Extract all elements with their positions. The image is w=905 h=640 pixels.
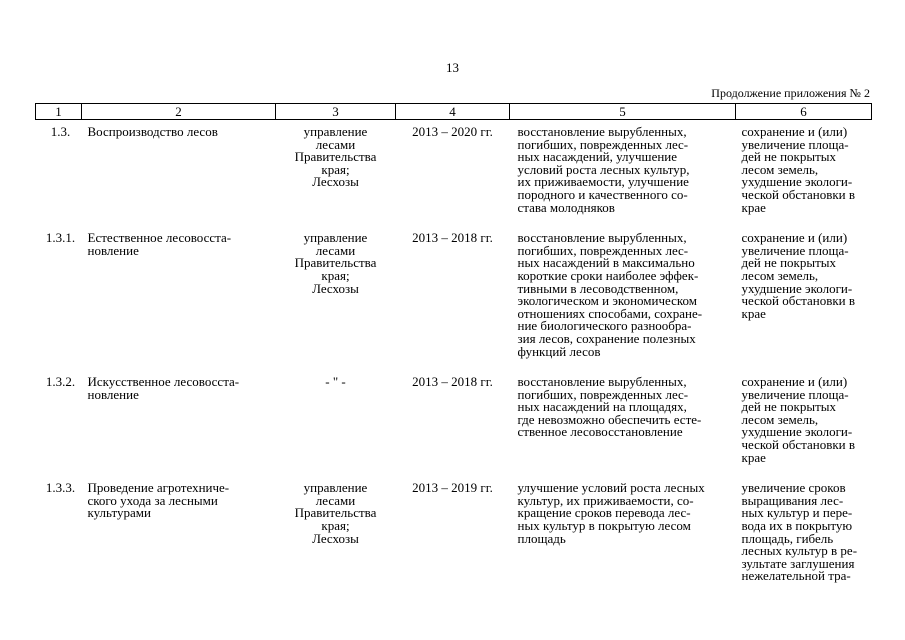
executor-line: Лесхозы	[312, 530, 359, 546]
non-implementation-consequence-line: дей не покрытых	[741, 149, 836, 165]
header-col-5: 5	[510, 104, 736, 120]
expected-result	[510, 476, 736, 583]
table-row	[36, 370, 872, 476]
expected-result-line: погибших, поврежденных лес-	[517, 242, 689, 258]
non-implementation-consequence-line: лесных культур в ре-	[741, 543, 858, 559]
measure-name-line: Проведение агротехниче-	[87, 480, 230, 496]
non-implementation-consequence-line: ческой обстановки в	[741, 186, 856, 202]
table-row	[36, 120, 872, 227]
expected-result-line: культур, их приживаемости, со-	[517, 492, 694, 508]
non-implementation-consequence-line: ных культур и пере-	[741, 505, 853, 521]
measure-name-line: новление	[87, 242, 139, 258]
expected-result-line: погибших, поврежденных лес-	[517, 136, 689, 152]
expected-result-line: зия лесов, сохранение полезных	[517, 330, 696, 346]
row-number: 1.3.2.	[45, 374, 76, 390]
expected-result-line: ных насаждений на площадях,	[517, 399, 687, 415]
expected-result	[510, 370, 736, 476]
implementation-term: 2013 – 2018 гг.	[412, 374, 493, 390]
table-row	[36, 476, 872, 583]
expected-result-line: функций лесов	[517, 343, 601, 359]
executor	[276, 226, 396, 370]
row-number: 1.3.3.	[45, 480, 76, 496]
non-implementation-consequence-line: сохранение и (или)	[741, 230, 848, 246]
non-implementation-consequence-line: увеличение площа-	[741, 386, 849, 402]
executor-line: управление	[303, 480, 368, 496]
implementation-term: 2013 – 2020 гг.	[412, 124, 493, 139]
non-implementation-consequence-line: сохранение и (или)	[741, 124, 848, 139]
expected-result-line: восстановление вырубленных,	[517, 230, 687, 246]
executor-line: управление	[303, 124, 368, 139]
implementation-term: 2013 – 2019 гг.	[412, 480, 493, 496]
non-implementation-consequence-line: зультате заглушения	[741, 555, 855, 571]
page-number: 13	[446, 60, 459, 75]
measure-name	[82, 476, 276, 583]
row-number: 1.3.	[50, 124, 71, 139]
expected-result	[510, 226, 736, 370]
non-implementation-consequence-line: лесом земель,	[741, 161, 819, 177]
executor-line: Правительства	[294, 505, 377, 521]
executor-line: Лесхозы	[312, 280, 359, 296]
expected-result-line: тивными в лесоводственном,	[517, 280, 679, 296]
executor-line: лесами	[315, 492, 356, 508]
expected-result-line: отношениях способами, сохране-	[517, 305, 703, 321]
non-implementation-consequence-line: крае	[741, 199, 766, 215]
expected-result-line: условий роста лесных культур,	[517, 161, 690, 177]
executor-line: Правительства	[294, 255, 377, 271]
expected-result-line: восстановление вырубленных,	[517, 374, 687, 390]
measure-name-line: Искусственное лесовосста-	[87, 374, 240, 390]
executor-line: Правительства	[294, 149, 377, 165]
non-implementation-consequence-line: выращивания лес-	[741, 492, 844, 508]
expected-result	[510, 120, 736, 227]
non-implementation-consequence-line: дей не покрытых	[741, 399, 836, 415]
non-implementation-consequence-line: крае	[741, 305, 766, 321]
table-header-row	[36, 104, 872, 120]
expected-result-line: ных насаждений, улучшение	[517, 149, 678, 165]
executor	[276, 370, 396, 476]
expected-result-line: короткие сроки наиболее эффек-	[517, 267, 699, 283]
non-implementation-consequence-line: лесом земель,	[741, 267, 819, 283]
expected-result-line: ние биологического разнообра-	[517, 318, 692, 334]
expected-result-line: площадь	[517, 530, 566, 546]
table-body	[36, 120, 872, 584]
non-implementation-consequence-line: ческой обстановки в	[741, 437, 856, 453]
non-implementation-consequence-line: лесом земель,	[741, 411, 819, 427]
measure-name-line: Естественное лесовосста-	[87, 230, 232, 246]
non-implementation-consequence	[736, 476, 872, 583]
executor-line: лесами	[315, 242, 356, 258]
header-col-4: 4	[396, 104, 510, 120]
executor-line: края;	[321, 518, 350, 534]
row-number: 1.3.1.	[45, 230, 76, 246]
executor	[276, 476, 396, 583]
executor-line: края;	[321, 267, 350, 283]
expected-result-line: улучшение условий роста лесных	[517, 480, 705, 496]
expected-result-line: ственное лесовосстановление	[517, 424, 683, 440]
expected-result-line: кращение сроков перевода лес-	[517, 505, 691, 521]
executor-line: Лесхозы	[312, 174, 359, 190]
executor-line: - " -	[325, 374, 346, 390]
non-implementation-consequence-line: нежелательной тра-	[741, 568, 851, 584]
non-implementation-consequence-line: площадь, гибель	[741, 530, 834, 546]
non-implementation-consequence-line: увеличение площа-	[741, 136, 849, 152]
expected-result-line: ных культур в покрытую лесом	[517, 518, 691, 534]
measure-name	[82, 120, 276, 227]
executor-line: лесами	[315, 136, 356, 152]
non-implementation-consequence-line: увеличение сроков	[741, 480, 846, 496]
expected-result-line: где невозможно обеспечить есте-	[517, 411, 702, 427]
expected-result-line: става молодняков	[517, 199, 615, 215]
non-implementation-consequence-line: сохранение и (или)	[741, 374, 848, 390]
program-table	[35, 103, 872, 583]
measure-name	[82, 370, 276, 476]
expected-result-line: экологическом и экономическом	[517, 293, 697, 309]
non-implementation-consequence-line: ческой обстановки в	[741, 293, 856, 309]
expected-result-line: погибших, поврежденных лес-	[517, 386, 689, 402]
expected-result-line: восстановление вырубленных,	[517, 124, 687, 139]
measure-name-line: новление	[87, 386, 139, 402]
header-col-6: 6	[736, 104, 872, 120]
expected-result-line: ных насаждений в максимально	[517, 255, 695, 271]
non-implementation-consequence-line: крае	[741, 449, 766, 465]
non-implementation-consequence	[736, 226, 872, 370]
continuation-label: Продолжение приложения № 2	[711, 86, 870, 100]
expected-result-line: породного и качественного со-	[517, 186, 688, 202]
non-implementation-consequence-line: ухудшение экологи-	[741, 174, 853, 190]
non-implementation-consequence-line: ухудшение экологи-	[741, 280, 853, 296]
executor-line: края;	[321, 161, 350, 177]
executor-line: управление	[303, 230, 368, 246]
table-row	[36, 226, 872, 370]
executor	[276, 120, 396, 227]
header-col-1: 1	[36, 104, 82, 120]
expected-result-line: их приживаемости, улучшение	[517, 174, 689, 190]
non-implementation-consequence	[736, 370, 872, 476]
non-implementation-consequence-line: вода их в покрытую	[741, 518, 853, 534]
measure-name	[82, 226, 276, 370]
implementation-term: 2013 – 2018 гг.	[412, 230, 493, 246]
measure-name-line: ского ухода за лесными	[87, 492, 218, 508]
non-implementation-consequence	[736, 120, 872, 227]
non-implementation-consequence-line: ухудшение экологи-	[741, 424, 853, 440]
non-implementation-consequence-line: дей не покрытых	[741, 255, 836, 271]
header-col-2: 2	[82, 104, 276, 120]
measure-name-line: Воспроизводство лесов	[87, 124, 218, 139]
non-implementation-consequence-line: увеличение площа-	[741, 242, 849, 258]
header-col-3: 3	[276, 104, 396, 120]
measure-name-line: культурами	[87, 505, 151, 521]
